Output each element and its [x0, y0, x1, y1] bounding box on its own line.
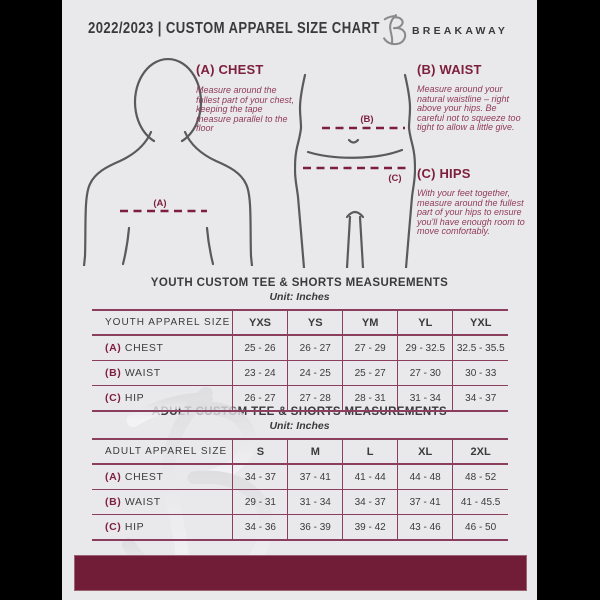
youth-table-title: YOUTH CUSTOM TEE & SHORTS MEASUREMENTS	[150, 277, 449, 289]
column-header: S	[233, 439, 288, 464]
cell-value: 37 - 41	[398, 490, 453, 515]
chest-section-body: Measure around the fullest part of your chest, keeping the tape measure parallel to the floor	[196, 85, 295, 134]
hips-section-heading: (C) HIPS	[417, 166, 471, 181]
cell-value: 23 - 24	[232, 361, 288, 386]
cell-value: 31 - 34	[288, 490, 343, 515]
cell-value: 37 - 41	[288, 464, 343, 490]
cell-value: 34 - 37	[453, 386, 508, 412]
cell-value: 43 - 46	[398, 515, 453, 541]
adult-table-unit: Unit: Inches	[269, 420, 330, 432]
youth-size-table	[92, 309, 508, 412]
hips-section-body: With your feet together, measure around the fullest part of your hips to ensure you'll have enough room to move comfortably.	[417, 188, 525, 237]
breakaway-logo-icon	[382, 12, 408, 47]
table-row-hip	[92, 515, 508, 541]
page-title: 2022/2023 | CUSTOM APPAREL SIZE CHART	[88, 20, 380, 37]
waist-section-heading: (B) WAIST	[417, 62, 482, 77]
cell-value: 32.5 - 35.5	[453, 335, 508, 361]
cell-value: 31 - 34	[398, 386, 453, 412]
cell-value: 30 - 33	[453, 361, 508, 386]
figure-label-hips: (C)	[388, 173, 402, 184]
row-label: (B) WAIST	[92, 490, 233, 515]
cell-value: 34 - 37	[233, 464, 288, 490]
cell-value: 24 - 25	[288, 361, 343, 386]
figure-label-chest: (A)	[153, 198, 167, 209]
column-header: YL	[398, 310, 453, 335]
row-label: (C) HIP	[92, 386, 232, 412]
cell-value: 27 - 30	[398, 361, 453, 386]
cell-value: 27 - 28	[288, 386, 343, 412]
lower-body-diagram	[294, 60, 416, 268]
cell-value: 28 - 31	[343, 386, 398, 412]
footer-bar	[74, 555, 527, 591]
row-label: (B) WAIST	[92, 361, 232, 386]
column-header: ADULT APPAREL SIZE	[92, 439, 233, 464]
column-header: YOUTH APPAREL SIZE	[92, 310, 232, 335]
row-label: (A) CHEST	[105, 342, 164, 354]
cell-value: 25 - 26	[232, 335, 288, 361]
cell-value: 34 - 37	[343, 490, 398, 515]
cell-value: 44 - 48	[398, 464, 453, 490]
cell-value: 46 - 50	[453, 515, 508, 541]
column-header: M	[288, 439, 343, 464]
row-label: (C) HIP	[92, 515, 233, 541]
row-label: (A) CHEST	[105, 471, 164, 483]
table-row-waist	[92, 490, 508, 515]
adult-header-row	[92, 439, 508, 464]
column-header: YS	[288, 310, 343, 335]
cell-value: 39 - 42	[343, 515, 398, 541]
size-chart-document	[62, 0, 537, 600]
column-header: 2XL	[453, 439, 508, 464]
column-header: YM	[343, 310, 398, 335]
cell-value: 26 - 27	[288, 335, 343, 361]
cell-value: 41 - 45.5	[453, 490, 508, 515]
table-row-chest	[92, 464, 508, 490]
waist-section-body: Measure around your natural waistline – right above your hips. Be careful not to squeeze too tight to allow a little give.	[417, 84, 521, 133]
cell-value: 27 - 29	[343, 335, 398, 361]
table-row-chest	[92, 335, 508, 361]
column-header: L	[343, 439, 398, 464]
chest-section-heading: (A) CHEST	[196, 62, 264, 77]
cell-value: 29 - 31	[233, 490, 288, 515]
column-header: YXS	[232, 310, 288, 335]
cell-value: 34 - 36	[233, 515, 288, 541]
table-row-hip	[92, 386, 508, 412]
table-row-waist	[92, 361, 508, 386]
cell-value: 29 - 32.5	[398, 335, 453, 361]
cell-value: 48 - 52	[453, 464, 508, 490]
brand-name: BREAKAWAY	[412, 25, 509, 37]
cell-value: 25 - 27	[343, 361, 398, 386]
adult-table-title: ADULT CUSTOM TEE & SHORTS MEASUREMENTS	[151, 406, 448, 418]
youth-header-row	[92, 310, 508, 335]
column-header: XL	[398, 439, 453, 464]
cell-value: 41 - 44	[343, 464, 398, 490]
column-header: YXL	[453, 310, 508, 335]
figure-label-waist: (B)	[360, 114, 374, 125]
youth-table-unit: Unit: Inches	[269, 291, 330, 303]
cell-value: 36 - 39	[288, 515, 343, 541]
adult-size-table	[92, 438, 508, 541]
cell-value: 26 - 27	[232, 386, 288, 412]
